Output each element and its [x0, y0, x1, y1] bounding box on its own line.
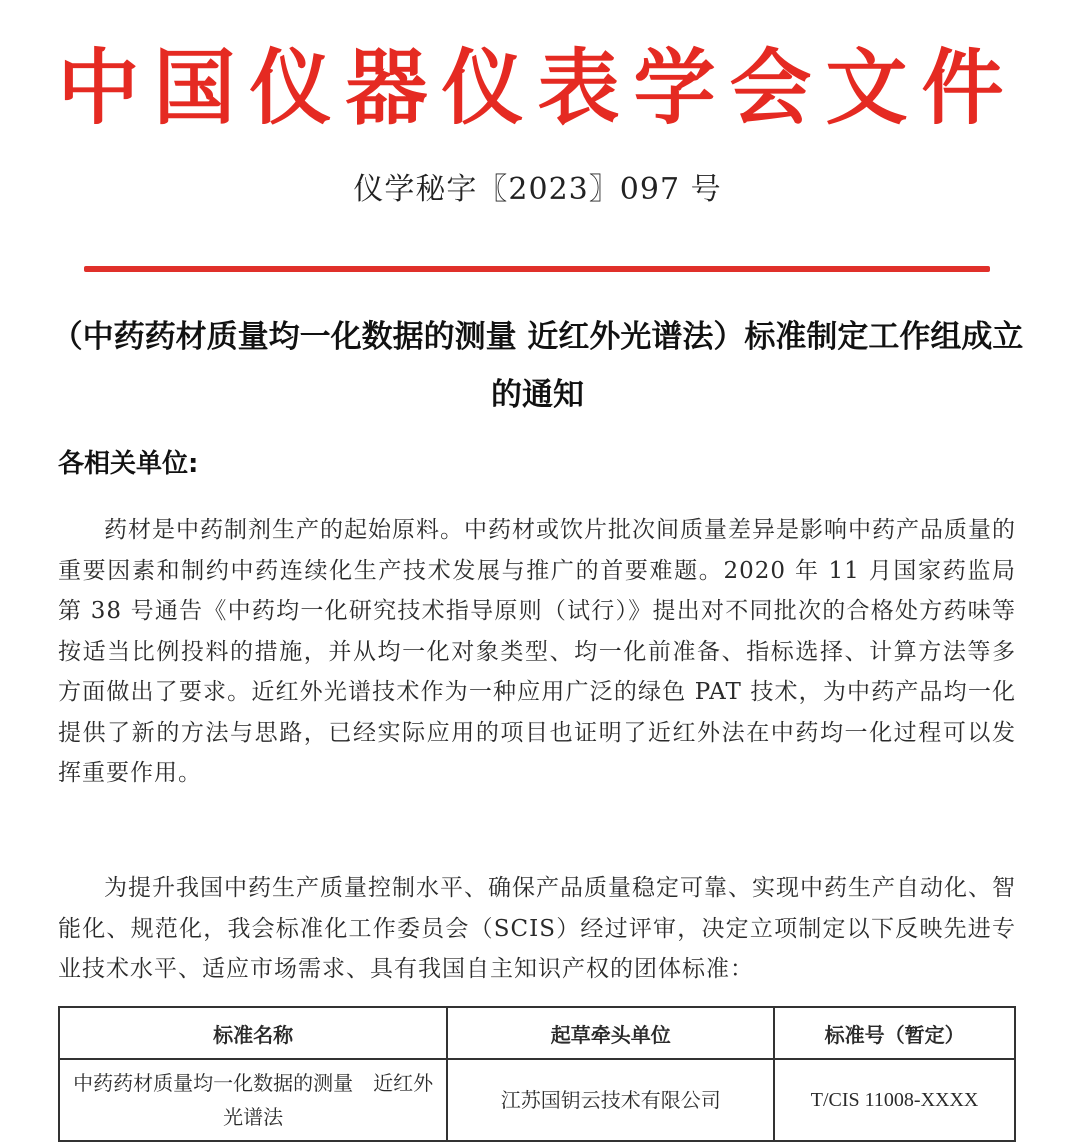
column-header-standard-number: 标准号（暂定） [774, 1007, 1015, 1059]
column-header-drafting-unit: 起草牵头单位 [447, 1007, 774, 1059]
cell-drafting-unit: 江苏国钥云技术有限公司 [447, 1059, 774, 1141]
standards-table [58, 1006, 1016, 1142]
table-row [59, 1059, 1015, 1141]
body-paragraph-2: 为提升我国中药生产质量控制水平、确保产品质量稳定可靠、实现中药生产自动化、智能化、规范化，我会标准化工作委员会（SCIS）经过评审，决定立项制定以下反映先进专业技术水平、适应市场需求、具有我国自主知识产权的团体标准： [58, 875, 1016, 982]
red-divider-rule [84, 266, 990, 272]
masthead-title: 中国仪器仪表学会文件 [57, 40, 1018, 136]
notice-title: （中药药材质量均一化数据的测量 近红外光谱法）标准制定工作组成立的通知 [51, 319, 1024, 413]
column-header-standard-name: 标准名称 [59, 1007, 447, 1059]
cell-standard-number: T/CIS 11008-XXXX [774, 1059, 1015, 1141]
table-header-row [59, 1007, 1015, 1059]
body-paragraph-1: 药材是中药制剂生产的起始原料。中药材或饮片批次间质量差异是影响中药产品质量的重要因素和制约中药连续化生产技术发展与推广的首要难题。2020 年 11 月国家药监局第 38 号通告《中药均一化研究技术指导原则（试行）》提出对不同批次的合格处方药味等按适当比例投料的措施，并从均一化对象类型、均一化前准备、指标选择、计算方法等多方面做出了要求。近红外光谱技术作为一种应用广泛的绿色 PAT 技术，为中药产品均一化提供了新的方法与思路，已经实际应用的项目也证明了近红外法在中药均一化过程可以发挥重要作用。 [58, 517, 1016, 786]
document-number: 仪学秘字〖2023〗097 号 [353, 172, 722, 207]
cell-standard-name: 中药药材质量均一化数据的测量 近红外光谱法 [59, 1059, 447, 1141]
salutation: 各相关单位: [58, 449, 199, 479]
